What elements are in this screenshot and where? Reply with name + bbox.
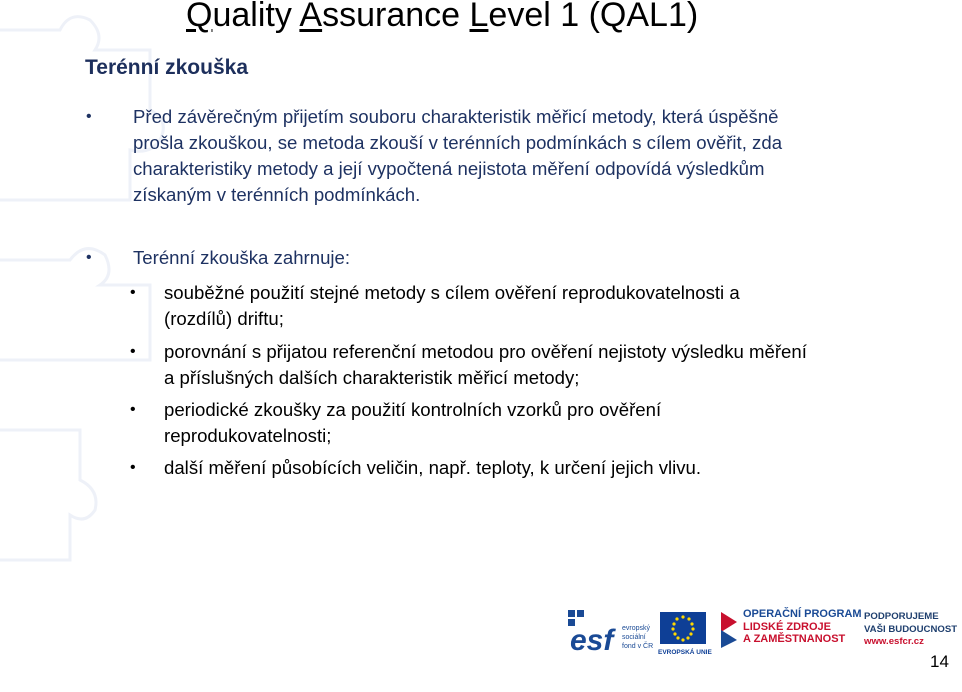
subbullet-line: periodické zkoušky za použití kontrolních vzorků pro ověření <box>164 399 662 420</box>
bullet-line: prošla zkouškou, se metoda zkouší v terénních podmínkách s cílem ověřit, zda <box>133 132 783 153</box>
svg-text:EVROPSKÁ UNIE: EVROPSKÁ UNIE <box>658 649 712 656</box>
bullet-marker: • <box>86 108 92 125</box>
podporujeme-logo: PODPORUJEME VAŠI BUDOUCNOST www.esfcr.cz <box>864 611 958 647</box>
bullet-line: charakteristiky metody a její vypočtená nejistota měření odpovídá výsledkům <box>133 158 765 179</box>
svg-text:evropský: evropský <box>622 625 651 632</box>
svg-text:fond v ČR: fond v ČR <box>622 643 654 650</box>
svg-text:sociální: sociální <box>622 634 646 641</box>
slide-title: Quality Assurance Level 1 (QAL1) <box>186 0 699 34</box>
subbullet-line: (rozdílů) driftu; <box>164 308 284 329</box>
subbullet-line: souběžné použití stejné metody s cílem ověření reprodukovatelnosti a <box>164 282 740 303</box>
subbullet-line: další měření působících veličin, např. teploty, k určení jejich vlivu. <box>164 457 702 478</box>
bullet-line: Před závěrečným přijetím souboru charakteristik měřicí metody, která úspěšně <box>133 106 779 127</box>
esf-wordmark: esf <box>570 624 614 657</box>
bullet-marker: • <box>130 459 136 476</box>
funding-logos: esf evropský sociální fond v ČR EVROPSKÁ UNIE OPERAČNÍ PROGRAM LIDSKÉ ZDROJE A ZAMĚSTNANOST PODPORUJEME VAŠI BUDOUCNOST www.esfcr.cz <box>566 608 962 658</box>
slide-subtitle: Terénní zkouška <box>85 56 248 79</box>
bullet-marker: • <box>130 343 136 360</box>
subbullet-line: reprodukovatelnosti; <box>164 425 332 446</box>
subbullet-line: a příslušných dalších charakteristik měřicí metody; <box>164 367 580 388</box>
op-mark-icon <box>719 610 739 648</box>
page-number: 14 <box>930 652 949 671</box>
bullet-line: získaným v terénních podmínkách. <box>133 184 421 205</box>
esf-mark-icon <box>566 608 654 657</box>
esf-logo <box>566 608 654 661</box>
bullet-marker: • <box>130 284 136 301</box>
bullet-line: Terénní zkouška zahrnuje: <box>133 247 351 268</box>
eu-flag-icon <box>656 612 712 656</box>
subbullet-line: porovnání s přijatou referenční metodou pro ověření nejistoty výsledku měření <box>164 341 807 362</box>
bullet-marker: • <box>130 401 136 418</box>
eu-flag-logo <box>656 612 712 661</box>
bullet-marker: • <box>86 249 92 266</box>
